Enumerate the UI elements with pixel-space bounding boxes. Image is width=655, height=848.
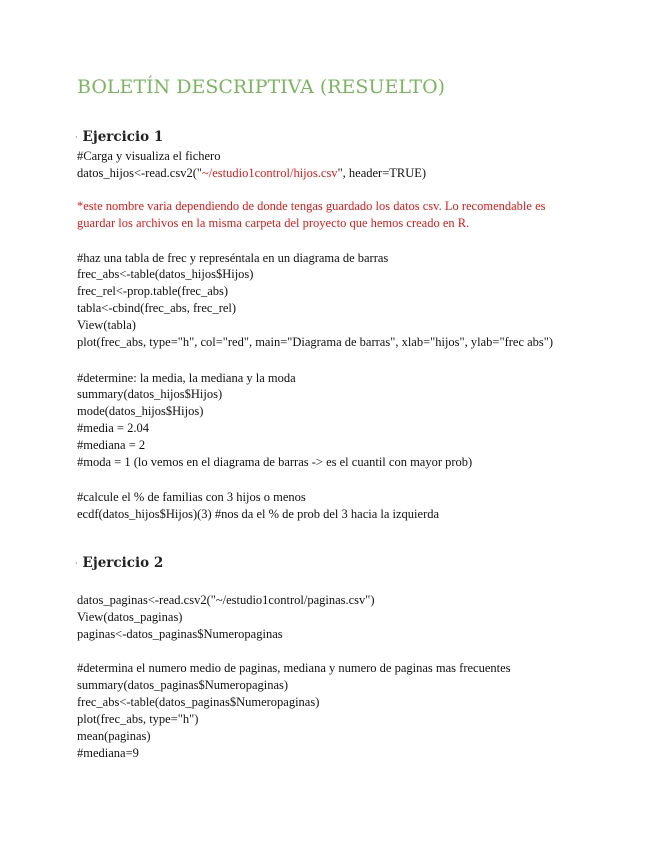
- code-line: #haz una tabla de frec y represéntala en un diagrama de barras: [77, 251, 389, 265]
- code-line-suffix: ", header=TRUE): [337, 166, 427, 180]
- code-line: mean(paginas): [77, 729, 151, 743]
- code-line: summary(datos_paginas$Numeropaginas): [77, 678, 289, 692]
- code-line: [77, 165, 426, 181]
- code-line: mode(datos_hijos$Hijos): [77, 404, 204, 418]
- code-line: #determina el numero medio de paginas, mediana y numero de paginas mas frecuentes: [77, 661, 511, 675]
- ejercicio1-heading: [75, 129, 163, 145]
- file-path: ~/estudio1control/hijos.csv: [201, 166, 338, 180]
- code-line: frec_abs<-table(datos_paginas$Numeropaginas): [77, 695, 320, 709]
- code-line: paginas<-datos_paginas$Numeropaginas: [77, 627, 283, 641]
- document-title: BOLETÍN DESCRIPTIVA (RESUELTO): [77, 76, 446, 98]
- code-line: plot(frec_abs, type="h", col="red", main="Diagrama de barras", xlab="hijos", ylab="frec abs"): [77, 335, 554, 349]
- bullet-icon: ·: [75, 133, 78, 142]
- code-line: View(tabla): [77, 318, 136, 332]
- code-line: #calcule el % de familias con 3 hijos o menos: [77, 490, 306, 504]
- code-line: #determine: la media, la mediana y la moda: [77, 371, 296, 385]
- code-line: ecdf(datos_hijos$Hijos)(3) #nos da el % de prob del 3 hacia la izquierda: [77, 507, 440, 521]
- code-line: summary(datos_hijos$Hijos): [77, 387, 223, 401]
- code-line: plot(frec_abs, type="h"): [77, 712, 199, 726]
- code-line: View(datos_paginas): [77, 610, 183, 624]
- code-line: #media = 2.04: [77, 421, 149, 435]
- ejercicio2-heading: [75, 555, 163, 571]
- code-line: tabla<-cbind(frec_abs, frec_rel): [77, 301, 237, 315]
- code-line: #moda = 1 (lo vemos en el diagrama de barras -> es el cuantil con mayor prob): [77, 455, 473, 469]
- code-line: frec_abs<-table(datos_hijos$Hijos): [77, 267, 254, 281]
- code-line: #mediana = 2: [77, 438, 146, 452]
- code-line-prefix: datos_hijos<-read.csv2(": [77, 166, 202, 180]
- ejercicio1-heading-text: Ejercicio 1: [82, 129, 164, 145]
- code-line: #Carga y visualiza el fichero: [77, 149, 221, 163]
- code-line: datos_paginas<-read.csv2("~/estudio1control/paginas.csv"): [77, 593, 375, 607]
- code-line: frec_rel<-prop.table(frec_abs): [77, 284, 229, 298]
- code-line: #mediana=9: [77, 746, 139, 760]
- ejercicio2-heading-text: Ejercicio 2: [82, 555, 164, 571]
- bullet-icon: ·: [75, 559, 78, 568]
- red-note: *este nombre varia dependiendo de donde tengas guardado los datos csv. Lo recomendable es guardar los archivos en la misma carpeta del proyecto que hemos creado en R.: [77, 199, 546, 230]
